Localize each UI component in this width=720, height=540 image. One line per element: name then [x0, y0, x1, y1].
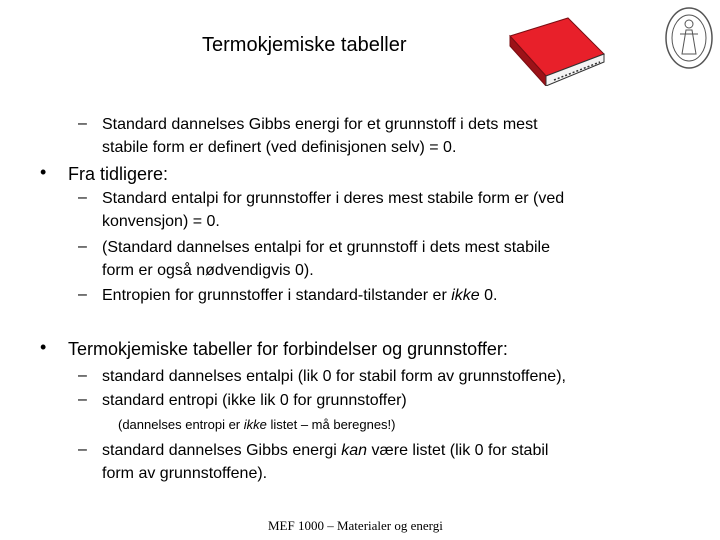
- bullet2-sub1: standard dannelses entalpi (lik 0 for stabil form av grunnstoffene),: [102, 368, 566, 385]
- dash-marker: –: [78, 189, 87, 206]
- bullet-marker: •: [40, 337, 47, 357]
- dash-marker: –: [78, 286, 87, 303]
- bullet2-label: Termokjemiske tabeller for forbindelser og grunnstoffer:: [68, 339, 508, 359]
- intro-text: Standard dannelses Gibbs energi for et grunnstoff i dets mest stabile form er definert (ved definisjonen selv) = 0.: [102, 116, 538, 156]
- footer-text: MEF 1000 – Materialer og energi: [268, 518, 443, 533]
- slide-title: Termokjemiske tabeller: [202, 34, 407, 56]
- dash-marker: –: [78, 391, 87, 408]
- dash-marker: –: [78, 441, 87, 458]
- bullet2-sub2: standard entropi (ikke lik 0 for grunnstoffer): [102, 392, 407, 409]
- dash-marker: –: [78, 367, 87, 384]
- dash-marker: –: [78, 115, 87, 132]
- bullet1-sub1: Standard entalpi for grunnstoffer i deres mest stabile form er (ved konvensjon) = 0.: [102, 190, 565, 230]
- bullet1-sub2: (Standard dannelses entalpi for et grunnstoff i dets mest stabile form er også nødvendigvis 0).: [102, 239, 550, 279]
- bullet-marker: •: [40, 162, 47, 182]
- dash-marker: –: [78, 238, 87, 255]
- university-seal-icon: [664, 4, 714, 72]
- bullet2-note: (dannelses entropi er ikke listet – må beregnes!): [118, 417, 396, 432]
- book-icon: [506, 14, 606, 86]
- bullet1-label: Fra tidligere:: [68, 164, 169, 184]
- bullet1-sub3: Entropien for grunnstoffer i standard-tilstander er ikke 0.: [102, 287, 498, 304]
- bullet2-sub3: standard dannelses Gibbs energi kan være listet (lik 0 for stabil form av grunnstoffene).: [102, 442, 549, 482]
